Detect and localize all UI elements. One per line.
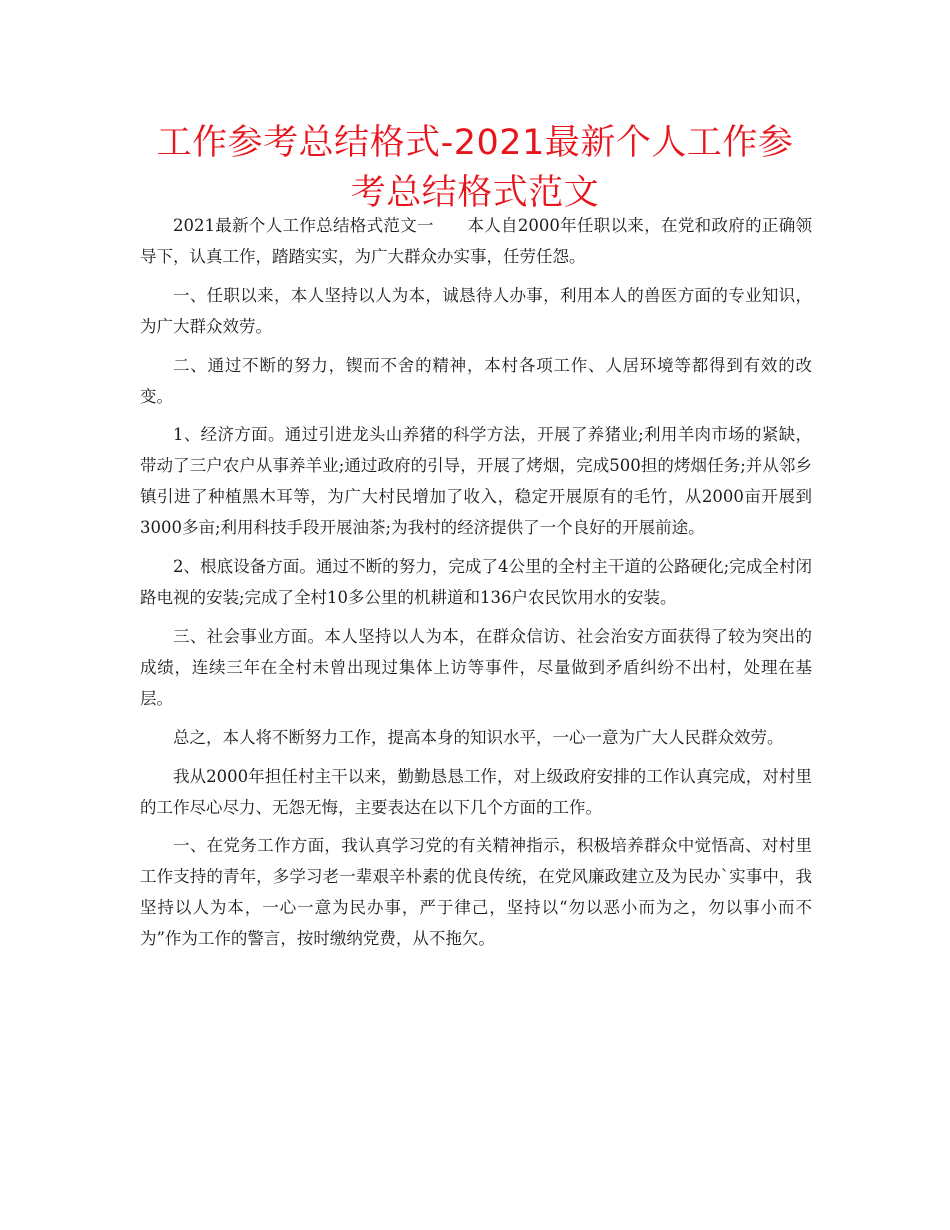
paragraph: 2021最新个人工作总结格式范文一 本人自2000年任职以来，在党和政府的正确领导下，认真工作，踏踏实实，为广大群众办实事，任劳任怨。 xyxy=(140,216,812,266)
paragraph: 三、社会事业方面。本人坚持以人为本，在群众信访、社会治安方面获得了较为突出的成绩，连续三年在全村未曾出现过集体上访等事件，尽量做到矛盾纠纷不出村，处理在基层。 xyxy=(140,626,812,708)
paragraph: 我从2000年担任村主干以来，勤勤恳恳工作，对上级政府安排的工作认真完成，对村里的工作尽心尽力、无怨无悔，主要表达在以下几个方面的工作。 xyxy=(140,766,812,817)
document-title: 工作参考总结格式-2021最新个人工作参考总结格式范文 xyxy=(156,123,794,213)
paragraph: 总之，本人将不断努力工作，提高本身的知识水平，一心一意为广大人民群众效劳。 xyxy=(173,727,784,747)
paragraph: 1、经济方面。通过引进龙头山养猪的科学方法，开展了养猪业;利用羊肉市场的紧缺，带动了三户农户从事养羊业;通过政府的引导，开展了烤烟，完成500担的烤烟任务;并从邻乡镇引进了种植黑木耳等，为广大村民增加了收入，稳定开展原有的毛竹，从2000亩开展到3000多亩;利用科技手段开展油茶;为我村的经济提供了一个良好的开展前途。 xyxy=(140,425,812,538)
paragraph: 二、通过不断的努力，锲而不舍的精神，本村各项工作、人居环境等都得到有效的改变。 xyxy=(140,355,812,406)
document-body xyxy=(140,210,812,962)
paragraph: 2、根底设备方面。通过不断的努力，完成了4公里的全村主干道的公路硬化;完成全村闭路电视的安装;完成了全村10多公里的机耕道和136户农民饮用水的安装。 xyxy=(140,557,812,608)
paragraph: 一、任职以来，本人坚持以人为本，诚恳待人办事，利用本人的兽医方面的专业知识，为广大群众效劳。 xyxy=(140,285,812,336)
paragraph: 一、在党务工作方面，我认真学习党的有关精神指示，积极培养群众中觉悟高、对村里工作支持的青年，多学习老一辈艰辛朴素的优良传统，在党风廉政建立及为民办`实事中，我坚持以人为本，一心一意为民办事，严于律己，坚持以“勿以恶小而为之，勿以事小而不为”作为工作的警言，按时缴纳党费，从不拖欠。 xyxy=(140,836,812,949)
